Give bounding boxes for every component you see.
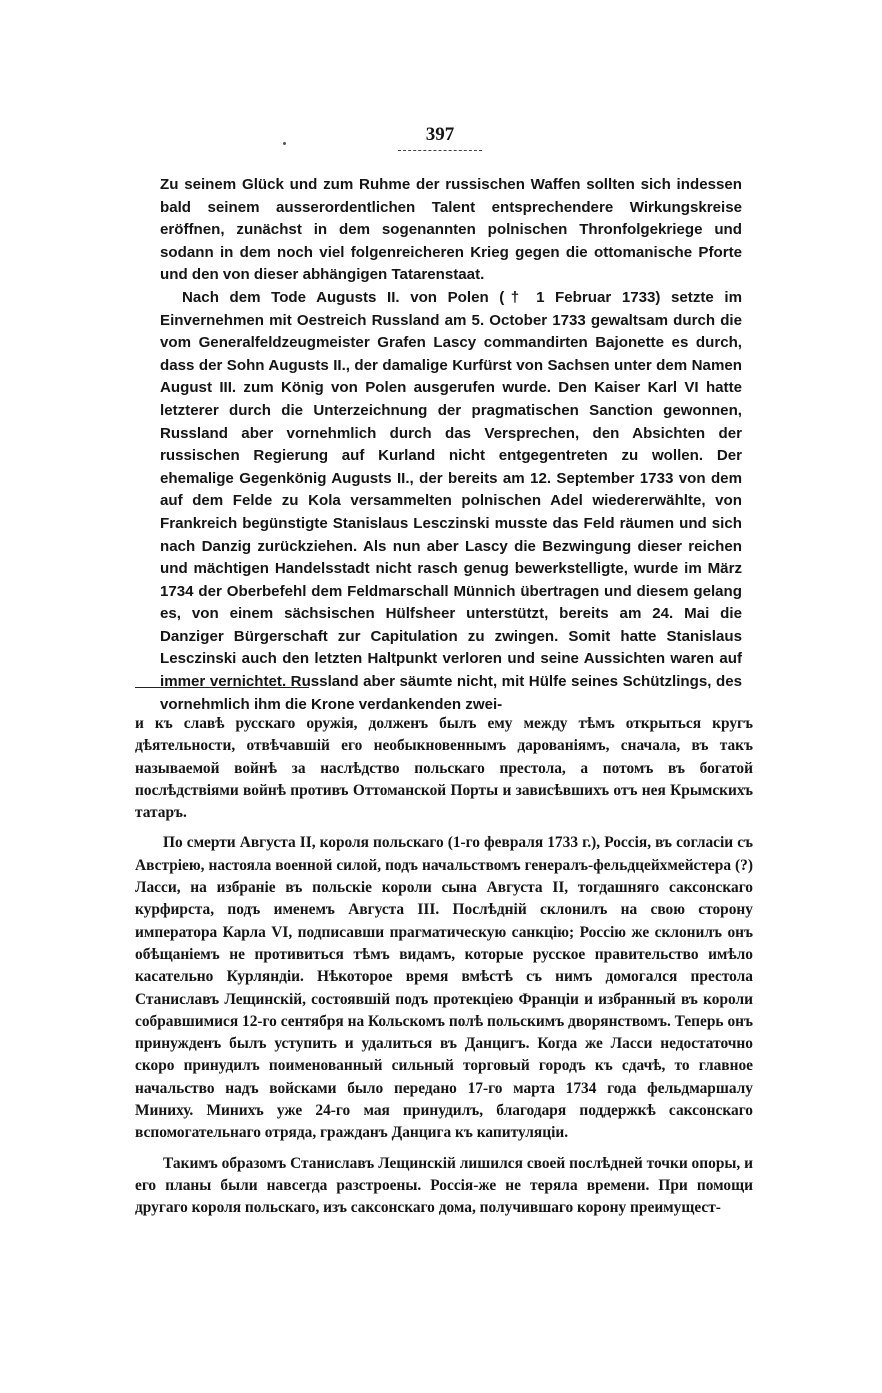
page-number-rule [398,150,482,151]
russian-text-block [135,713,753,1220]
russian-paragraph-1: и къ славѣ русскаго оружія, долженъ былъ ему между тѣмъ открыться кругъ дѣятельности, отвѣчавшій его необыкновеннымъ дарованіямъ, сначала, въ такъ называемой войнѣ за наслѣдство польскаго престола, а потомъ въ богатой послѣдствіями войнѣ противъ Оттоманской Порты и зависѣвшихъ отъ нея Крымскихъ татаръ. [135,715,753,822]
page-number: 397 [425,124,455,145]
russian-paragraph-3: Такимъ образомъ Станиславъ Лещинскій лишился своей послѣдней точки опоры, и его планы были навсегда разстроены. Россія-же не теряла времени. При помощи другаго короля польскаго, изъ саксонскаго дома, получившаго корону преимущест- [135,1154,753,1217]
separator-rule [135,687,309,688]
german-paragraph-1: Zu seinem Glück und zum Ruhme der russischen Waffen sollten sich indessen bald seinem ausserordentlichen Talent entsprechendere Wirkungskreise eröffnen, zunächst in dem sogenannten polnischen Thronfolgekriege und sodann in dem noch viel folgenreicheren Krieg gegen die ottomanische Pforte und den von dieser abhängigen Tatarenstaat. [160,176,742,284]
stray-mark [283,142,286,145]
german-paragraph-2: Nach dem Tode Augusts II. von Polen († 1 Februar 1733) setzte im Einvernehmen mit Oestreich Russland am 5. October 1733 gewaltsam durch die vom Generalfeldzeugmeister Grafen Lascy commandirten Bajonette es durch, dass der Sohn Augusts II., der damalige Kurfürst von Sachsen unter dem Namen August III. zum König von Polen ausgerufen wurde. Den Kaiser Karl VI hatte letzterer durch die Unterzeichnung der pragmatischen Sanction gewonnen, Russland aber vornehmlich durch das Versprechen, den Absichten der russischen Regierung auf Kurland nicht entgegentreten zu wollen. Der ehemalige Gegenkönig Augusts II., der bereits am 12. September 1733 von dem auf dem Felde zu Kola versammelten polnischen Adel wiedererwählte, von Frankreich begünstigte Stanislaus Lesczinski musste das Feld räumen und sich nach Danzig zurückziehen. Als nun aber Lascy die Bezwingung dieser reichen und mächtigen Handelsstadt nicht rasch genug bewerkstelligte, wurde im März 1734 der Oberbefehl dem Feldmarschall Münnich übertragen und diesem gelang es, von einem sächsischen Hülfsheer unterstützt, bereits am 24. Mai die Danziger Bürgerschaft zur Capitulation zu zwingen. Somit hatte Stanislaus Lesczinski auch den letzten Haltpunkt verloren und seine Aussichten waren auf immer vernichtet. Russland aber säumte nicht, mit Hülfe seines Schützlings, des vornehmlich ihm die Krone verdankenden zwei- [160,288,742,713]
russian-paragraph-2: По смерти Августа II, короля польскаго (1-го февраля 1733 г.), Россія, въ согласіи съ Австріею, настояла военной силой, подъ начальствомъ генералъ-фельдцейхмейстера (?) Ласси, на избраніе въ польскіе короли сына Августа II, тогдашняго саксонскаго курфирста, подъ именемъ Августа III. Послѣдній склонилъ на свою сторону императора Карла VI, подписавши прагматическую санкцію; Россію же склонилъ онъ обѣщаніемъ не противиться тѣмъ видамъ, которые русское правительство имѣло касательно Курляндіи. Нѣкоторое время вмѣстѣ съ нимъ домогался престола Станиславъ Лещинскій, состоявшій подъ протекціею Франціи и избранный въ короли собравшимися 12-го сентября на Кольскомъ полѣ польскимъ дворянствомъ. Теперь онъ принужденъ былъ уступить и удалиться въ Данцигъ. Когда же Ласси недостаточно скоро принудилъ поименованный сильный торговый городъ къ сдачѣ, то главное начальство надъ войсками было передано 17-го марта 1734 года фельдмаршалу Миниху. Минихъ уже 24-го мая принудилъ, благодаря поддержкѣ саксонскаго вспомогательнаго отряда, гражданъ Данцига къ капитуляціи. [135,834,753,1142]
german-text-block [160,174,742,716]
